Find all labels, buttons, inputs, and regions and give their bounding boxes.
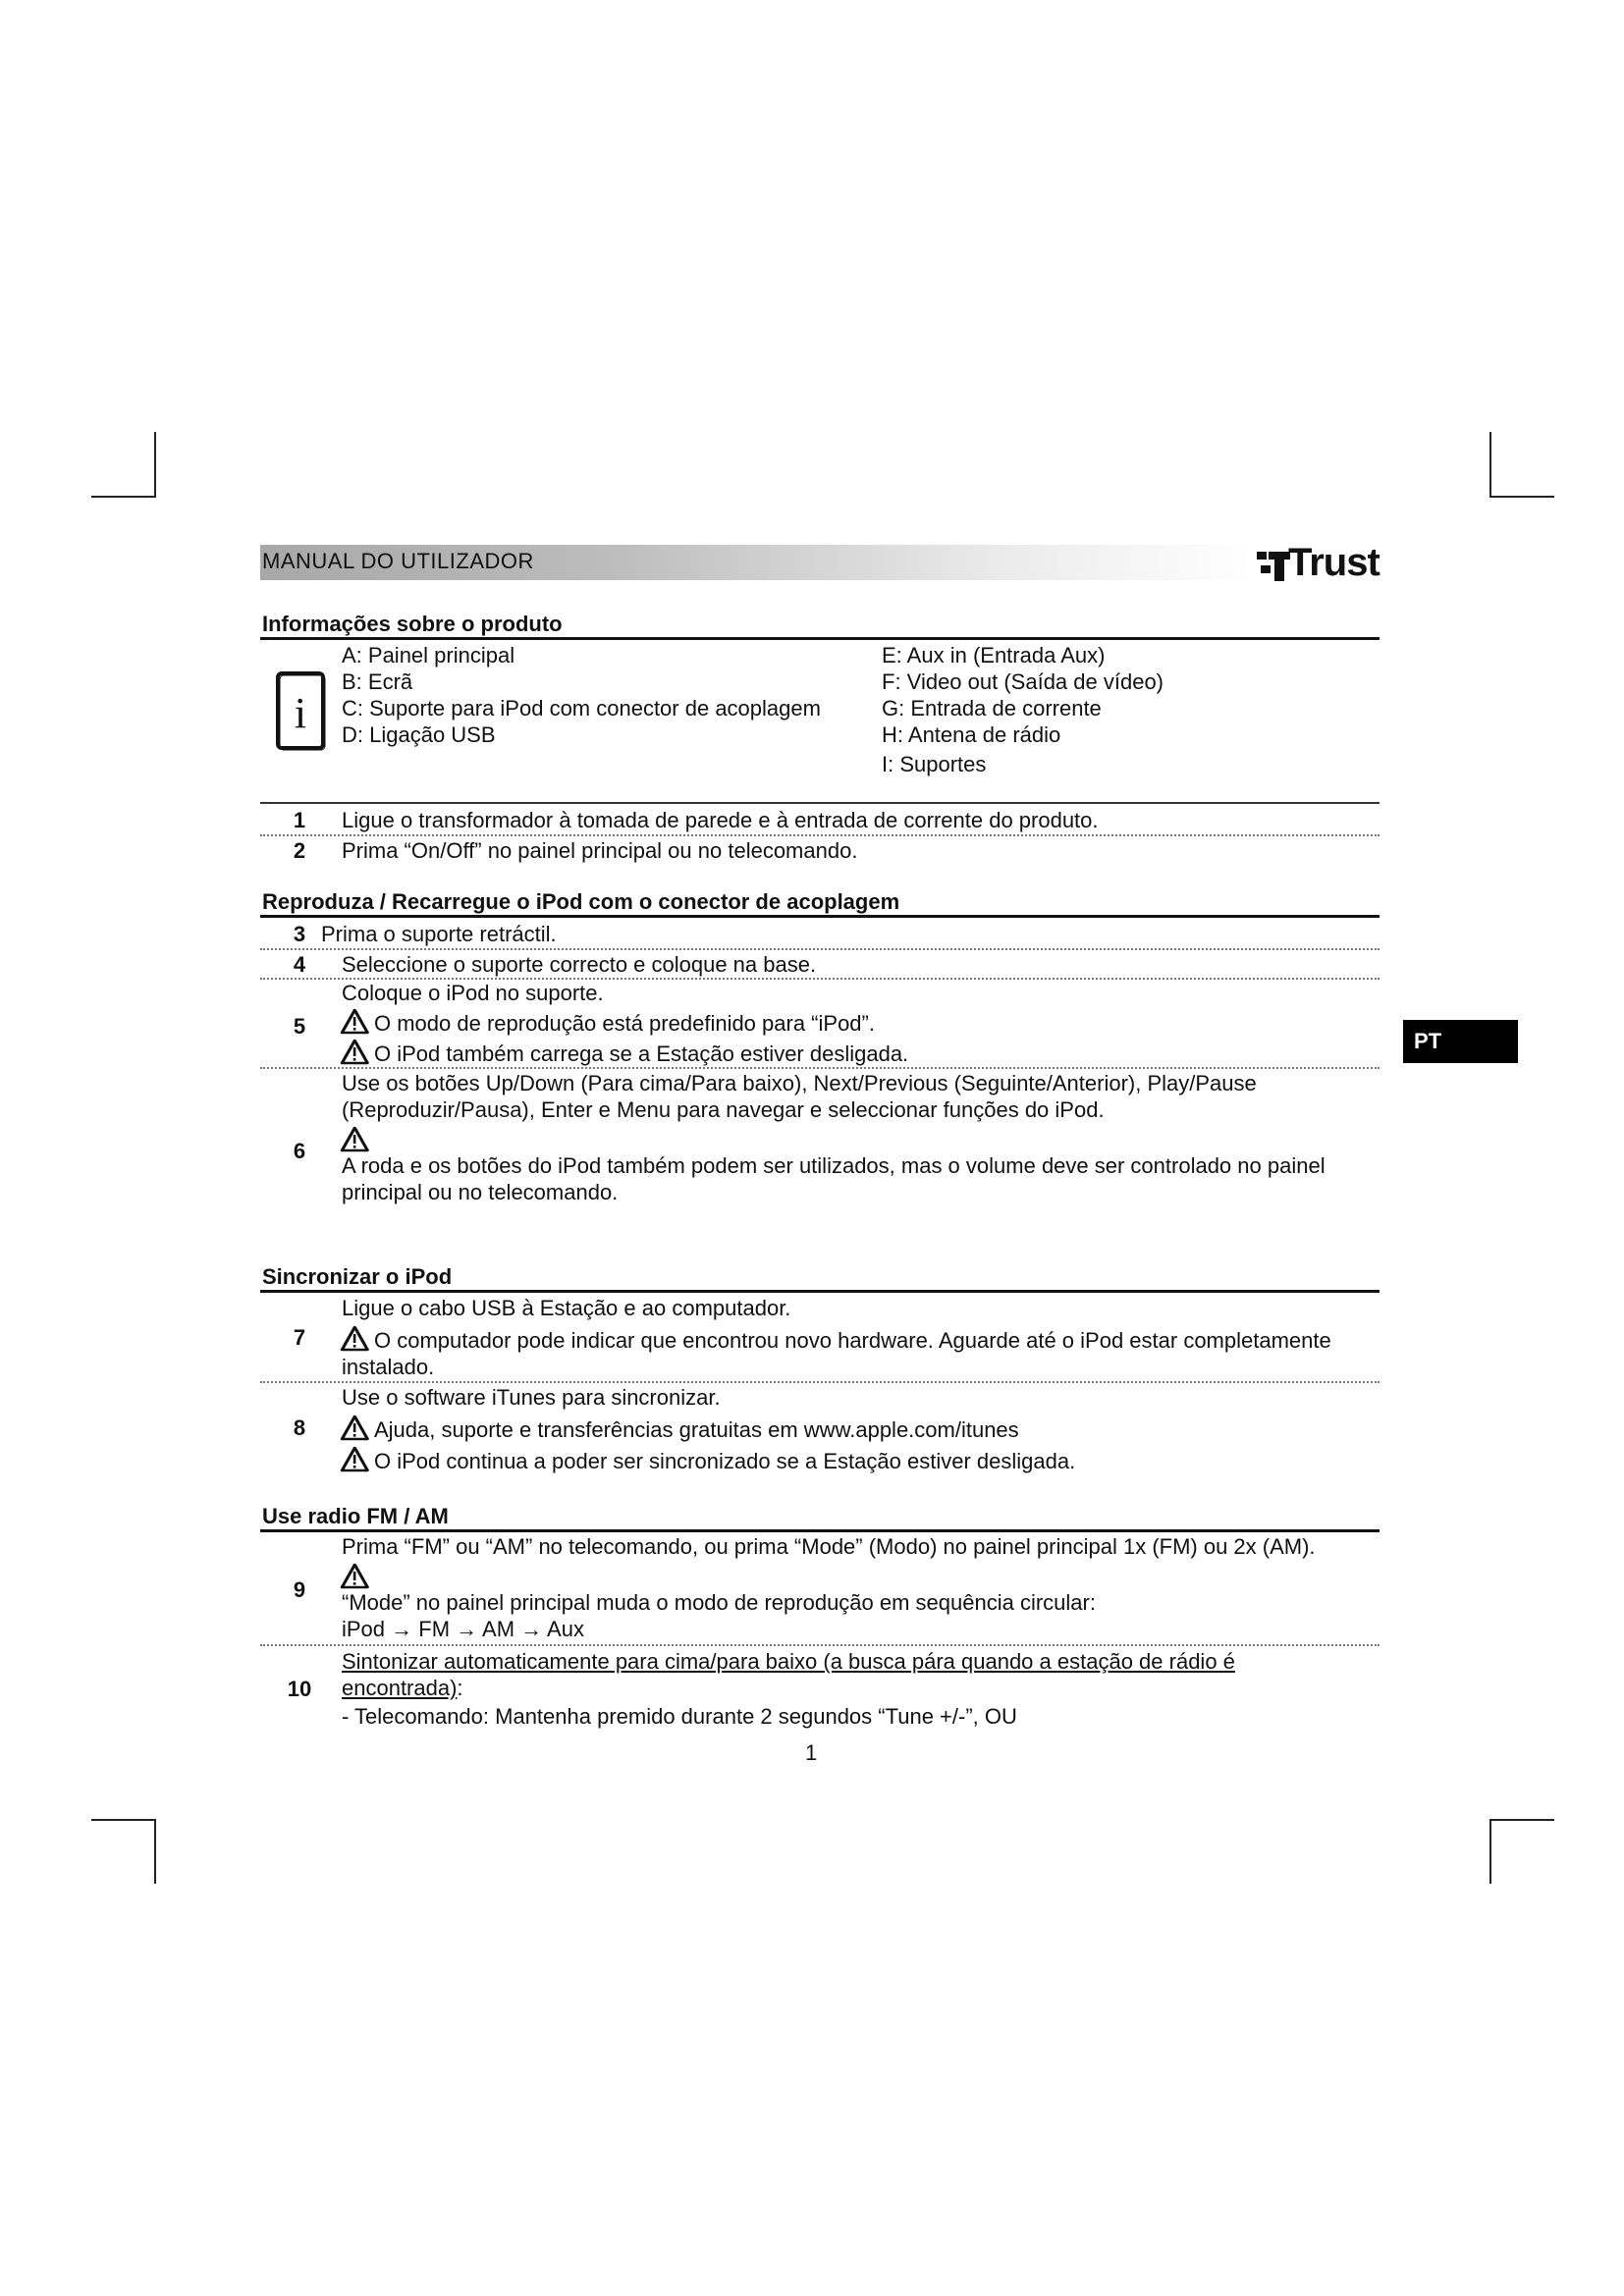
section-title-sync: Sincronizar o iPod bbox=[262, 1264, 453, 1289]
crop-mark-top-left-h bbox=[91, 496, 156, 498]
warning-text: Ajuda, suporte e transferências gratuitas em www.apple.com/itunes bbox=[374, 1417, 1019, 1442]
step-divider bbox=[260, 1067, 1380, 1069]
crop-mark-bottom-right-h bbox=[1489, 1819, 1554, 1821]
warning-text: O iPod continua a poder ser sincronizado se a Estação estiver desligada. bbox=[374, 1449, 1076, 1473]
step-number: 8 bbox=[293, 1415, 306, 1440]
warning-icon bbox=[340, 1126, 369, 1152]
step-text: Coloque o iPod no suporte. bbox=[342, 981, 604, 1005]
warning-icon bbox=[340, 1008, 369, 1035]
section-title-product-info: Informações sobre o produto bbox=[262, 612, 563, 636]
info-icon bbox=[275, 670, 326, 751]
product-part-g: G: Entrada de corrente bbox=[882, 696, 1102, 721]
step-text: Seleccione o suporte correcto e coloque na base. bbox=[342, 952, 817, 977]
step-text: Sintonizar automaticamente para cima/para baixo (a busca pára quando a estação de rádio é bbox=[342, 1649, 1235, 1674]
step-text-colon: : bbox=[457, 1676, 463, 1700]
crop-mark-bottom-right-v bbox=[1489, 1819, 1491, 1884]
language-tab: PT bbox=[1403, 1020, 1518, 1063]
product-part-a: A: Painel principal bbox=[342, 643, 515, 667]
warning-icon bbox=[340, 1415, 369, 1441]
warning-icon bbox=[340, 1446, 369, 1472]
step-number: 3 bbox=[293, 922, 306, 946]
svg-text:i: i bbox=[294, 689, 307, 737]
warning-line bbox=[340, 1008, 875, 1037]
section-rule bbox=[260, 637, 1380, 640]
section-title-radio: Use radio FM / AM bbox=[262, 1504, 449, 1528]
product-part-e: E: Aux in (Entrada Aux) bbox=[882, 643, 1106, 667]
step-text: Ligue o transformador à tomada de parede e à entrada de corrente do produto. bbox=[342, 808, 1099, 832]
warning-line bbox=[340, 1415, 1019, 1443]
crop-mark-bottom-left-v bbox=[154, 1819, 156, 1884]
product-part-c: C: Suporte para iPod com conector de acoplagem bbox=[342, 696, 821, 721]
warning-text: O modo de reprodução está predefinido para “iPod”. bbox=[374, 1011, 875, 1036]
warning-text: O computador pode indicar que encontrou novo hardware. Aguarde até o iPod estar completamente bbox=[374, 1328, 1331, 1353]
step-text: Use os botões Up/Down (Para cima/Para baixo), Next/Previous (Seguinte/Anterior), Play/Pause bbox=[342, 1071, 1257, 1095]
product-part-d: D: Ligação USB bbox=[342, 722, 496, 747]
warning-icon bbox=[340, 1039, 369, 1065]
crop-mark-top-right-v bbox=[1489, 432, 1491, 497]
warning-line bbox=[340, 1446, 1075, 1474]
section-rule bbox=[260, 1290, 1380, 1293]
warning-text: O iPod também carrega se a Estação estiver desligada. bbox=[374, 1041, 909, 1066]
step-text: instalado. bbox=[342, 1355, 435, 1379]
step-number: 10 bbox=[287, 1677, 312, 1701]
step-divider bbox=[260, 1644, 1380, 1646]
step-text-underlined: encontrada) bbox=[342, 1676, 458, 1700]
warning-icon bbox=[340, 1563, 369, 1589]
step-text: (Reproduzir/Pausa), Enter e Menu para navegar e seleccionar funções do iPod. bbox=[342, 1097, 1105, 1122]
warning-line bbox=[340, 1325, 1331, 1354]
product-part-f: F: Video out (Saída de vídeo) bbox=[882, 669, 1164, 694]
page-number: 1 bbox=[805, 1740, 818, 1765]
product-part-b: B: Ecrã bbox=[342, 669, 413, 694]
warning-text: principal ou no telecomando. bbox=[342, 1180, 619, 1204]
warning-text: iPod → FM → AM → Aux bbox=[342, 1617, 584, 1641]
section-rule bbox=[260, 915, 1380, 918]
trust-logo-text: Trust bbox=[1288, 541, 1380, 584]
warning-line bbox=[340, 1039, 908, 1067]
warning-text: “Mode” no painel principal muda o modo de reprodução em sequência circular: bbox=[342, 1590, 1096, 1615]
step-divider bbox=[260, 978, 1380, 980]
step-text: Prima o suporte retráctil. bbox=[321, 922, 557, 946]
crop-mark-top-left-v bbox=[154, 432, 156, 497]
section-rule bbox=[260, 1529, 1380, 1532]
step-text: Use o software iTunes para sincronizar. bbox=[342, 1385, 721, 1410]
step-number: 1 bbox=[293, 808, 306, 832]
crop-mark-bottom-left-h bbox=[91, 1819, 156, 1821]
step-divider bbox=[260, 1381, 1380, 1383]
step-number: 9 bbox=[293, 1577, 306, 1602]
step-divider bbox=[260, 802, 1380, 804]
step-number: 7 bbox=[293, 1325, 306, 1350]
step-text: Ligue o cabo USB à Estação e ao computador. bbox=[342, 1296, 791, 1320]
product-part-h: H: Antena de rádio bbox=[882, 722, 1061, 747]
step-divider bbox=[260, 948, 1380, 950]
warning-icon bbox=[340, 1325, 369, 1352]
step-text: Prima “FM” ou “AM” no telecomando, ou prima “Mode” (Modo) no painel principal 1x (FM) ou 2x (AM). bbox=[342, 1534, 1316, 1559]
step-number: 4 bbox=[293, 952, 306, 977]
manual-title: MANUAL DO UTILIZADOR bbox=[262, 549, 534, 573]
step-number: 2 bbox=[293, 838, 306, 863]
crop-mark-top-right-h bbox=[1489, 496, 1554, 498]
step-text bbox=[342, 1676, 463, 1701]
product-part-i: I: Suportes bbox=[882, 752, 987, 776]
step-number: 5 bbox=[293, 1014, 306, 1039]
step-text: - Telecomando: Mantenha premido durante 2 segundos “Tune +/-”, OU bbox=[342, 1704, 1017, 1729]
warning-text: A roda e os botões do iPod também podem ser utilizados, mas o volume deve ser controlado no painel bbox=[342, 1153, 1326, 1178]
section-title-play: Reproduza / Recarregue o iPod com o conector de acoplagem bbox=[262, 889, 900, 914]
step-divider bbox=[260, 834, 1380, 836]
step-number: 6 bbox=[293, 1139, 306, 1163]
step-text: Prima “On/Off” no painel principal ou no telecomando. bbox=[342, 838, 858, 863]
